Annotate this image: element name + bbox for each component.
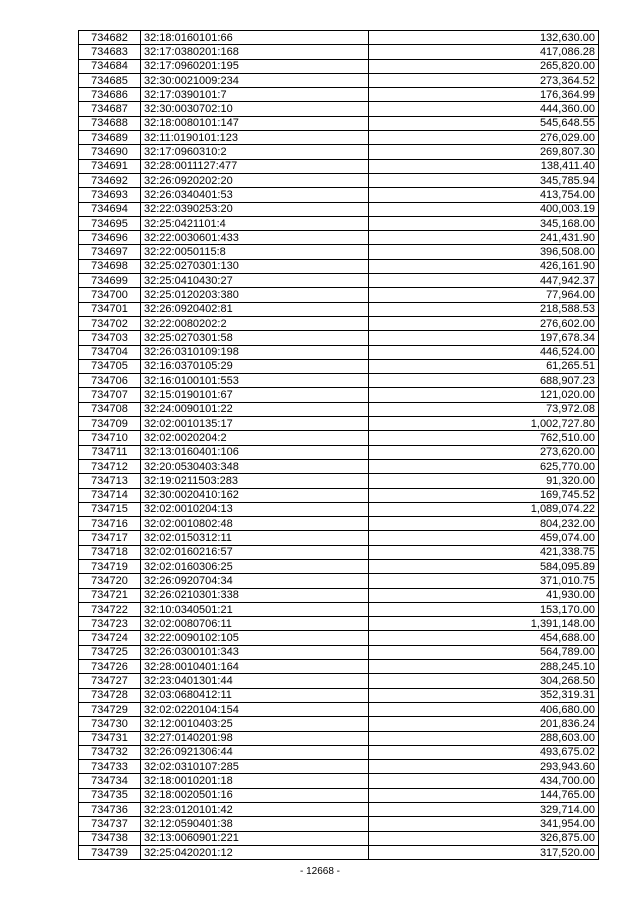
amount-cell: 564,789.00 <box>369 645 599 659</box>
amount-cell: 413,754.00 <box>369 188 599 202</box>
record-id-cell: 734724 <box>79 631 141 645</box>
record-id-cell: 734691 <box>79 159 141 173</box>
cadastral-number-cell: 32:23:0120101:42 <box>141 803 369 817</box>
cadastral-number-cell: 32:17:0380201:168 <box>141 45 369 59</box>
record-id-cell: 734720 <box>79 574 141 588</box>
amount-cell: 417,086.28 <box>369 45 599 59</box>
cadastral-number-cell: 32:02:0220104:154 <box>141 702 369 716</box>
amount-cell: 1,089,074.22 <box>369 502 599 516</box>
amount-cell: 197,678.34 <box>369 331 599 345</box>
amount-cell: 447,942.37 <box>369 274 599 288</box>
amount-cell: 169,745.52 <box>369 488 599 502</box>
cadastral-number-cell: 32:27:0140201:98 <box>141 731 369 745</box>
cadastral-number-cell: 32:25:0420201:12 <box>141 845 369 859</box>
amount-cell: 493,675.02 <box>369 745 599 759</box>
amount-cell: 77,964.00 <box>369 288 599 302</box>
record-id-cell: 734713 <box>79 474 141 488</box>
amount-cell: 121,020.00 <box>369 388 599 402</box>
cadastral-number-cell: 32:02:0010135:17 <box>141 417 369 431</box>
cadastral-number-cell: 32:17:0960201:195 <box>141 59 369 73</box>
cadastral-number-cell: 32:11:0190101:123 <box>141 131 369 145</box>
record-id-cell: 734718 <box>79 545 141 559</box>
table-row <box>79 760 599 774</box>
record-id-cell: 734708 <box>79 402 141 416</box>
cadastral-number-cell: 32:19:0211503:283 <box>141 474 369 488</box>
amount-cell: 421,338.75 <box>369 545 599 559</box>
record-id-cell: 734705 <box>79 359 141 373</box>
amount-cell: 454,688.00 <box>369 631 599 645</box>
record-id-cell: 734722 <box>79 602 141 616</box>
record-id-cell: 734684 <box>79 59 141 73</box>
amount-cell: 341,954.00 <box>369 817 599 831</box>
amount-cell: 138,411.40 <box>369 159 599 173</box>
amount-cell: 288,603.00 <box>369 731 599 745</box>
cadastral-number-cell: 32:28:0011127:477 <box>141 159 369 173</box>
cadastral-number-cell: 32:30:0030702:10 <box>141 102 369 116</box>
amount-cell: 265,820.00 <box>369 59 599 73</box>
record-id-cell: 734730 <box>79 717 141 731</box>
amount-cell: 446,524.00 <box>369 345 599 359</box>
cadastral-number-cell: 32:03:0680412:11 <box>141 688 369 702</box>
table-row <box>79 59 599 73</box>
table-row <box>79 88 599 102</box>
amount-cell: 762,510.00 <box>369 431 599 445</box>
cadastral-number-cell: 32:24:0090101:22 <box>141 402 369 416</box>
amount-cell: 132,630.00 <box>369 31 599 45</box>
table-row <box>79 660 599 674</box>
record-id-cell: 734721 <box>79 588 141 602</box>
record-id-cell: 734709 <box>79 417 141 431</box>
table-row <box>79 288 599 302</box>
cadastral-number-cell: 32:18:0010201:18 <box>141 774 369 788</box>
record-id-cell: 734700 <box>79 288 141 302</box>
table-row <box>79 545 599 559</box>
amount-cell: 269,807.30 <box>369 145 599 159</box>
table-row <box>79 559 599 573</box>
cadastral-number-cell: 32:22:0390253:20 <box>141 202 369 216</box>
table-row <box>79 173 599 187</box>
record-id-cell: 734695 <box>79 216 141 230</box>
cadastral-number-cell: 32:26:0210301:338 <box>141 588 369 602</box>
cadastral-number-cell: 32:17:0390101:7 <box>141 88 369 102</box>
record-id-cell: 734712 <box>79 459 141 473</box>
record-id-cell: 734738 <box>79 831 141 845</box>
amount-cell: 625,770.00 <box>369 459 599 473</box>
amount-cell: 1,391,148.00 <box>369 617 599 631</box>
cadastral-number-cell: 32:22:0090102:105 <box>141 631 369 645</box>
cadastral-number-cell: 32:26:0920704:34 <box>141 574 369 588</box>
table-row <box>79 617 599 631</box>
table-row <box>79 202 599 216</box>
amount-cell: 288,245.10 <box>369 660 599 674</box>
amount-cell: 434,700.00 <box>369 774 599 788</box>
amount-cell: 352,319.31 <box>369 688 599 702</box>
table-row <box>79 488 599 502</box>
amount-cell: 304,268.50 <box>369 674 599 688</box>
amount-cell: 396,508.00 <box>369 245 599 259</box>
record-id-cell: 734682 <box>79 31 141 45</box>
cadastral-number-cell: 32:22:0030601:433 <box>141 231 369 245</box>
record-id-cell: 734727 <box>79 674 141 688</box>
cadastral-number-cell: 32:02:0010204:13 <box>141 502 369 516</box>
amount-cell: 400,003.19 <box>369 202 599 216</box>
cadastral-number-cell: 32:25:0410430:27 <box>141 274 369 288</box>
record-id-cell: 734726 <box>79 660 141 674</box>
record-id-cell: 734692 <box>79 173 141 187</box>
cadastral-number-cell: 32:18:0160101:66 <box>141 31 369 45</box>
cadastral-number-cell: 32:12:0590401:38 <box>141 817 369 831</box>
record-id-cell: 734696 <box>79 231 141 245</box>
cadastral-number-cell: 32:25:0421101:4 <box>141 216 369 230</box>
record-id-cell: 734699 <box>79 274 141 288</box>
amount-cell: 371,010.75 <box>369 574 599 588</box>
cadastral-number-cell: 32:30:0020410:162 <box>141 488 369 502</box>
cadastral-number-cell: 32:12:0010403:25 <box>141 717 369 731</box>
table-row <box>79 216 599 230</box>
table-row <box>79 845 599 859</box>
record-id-cell: 734729 <box>79 702 141 716</box>
cadastral-number-cell: 32:30:0021009:234 <box>141 73 369 87</box>
cadastral-number-cell: 32:26:0920402:81 <box>141 302 369 316</box>
amount-cell: 91,320.00 <box>369 474 599 488</box>
cadastral-number-cell: 32:02:0080706:11 <box>141 617 369 631</box>
table-row <box>79 259 599 273</box>
table-row <box>79 131 599 145</box>
cadastral-number-cell: 32:26:0340401:53 <box>141 188 369 202</box>
cadastral-number-cell: 32:26:0921306:44 <box>141 745 369 759</box>
cadastral-number-cell: 32:25:0120203:380 <box>141 288 369 302</box>
table-row <box>79 788 599 802</box>
table-row <box>79 73 599 87</box>
cadastral-number-cell: 32:10:0340501:21 <box>141 602 369 616</box>
amount-cell: 444,360.00 <box>369 102 599 116</box>
record-id-cell: 734739 <box>79 845 141 859</box>
amount-cell: 584,095.89 <box>369 559 599 573</box>
record-id-cell: 734690 <box>79 145 141 159</box>
record-id-cell: 734734 <box>79 774 141 788</box>
amount-cell: 545,648.55 <box>369 116 599 130</box>
record-id-cell: 734716 <box>79 517 141 531</box>
amount-cell: 688,907.23 <box>369 374 599 388</box>
record-id-cell: 734717 <box>79 531 141 545</box>
table-row <box>79 474 599 488</box>
record-id-cell: 734711 <box>79 445 141 459</box>
cadastral-number-cell: 32:13:0160401:106 <box>141 445 369 459</box>
record-id-cell: 734685 <box>79 73 141 87</box>
table-row <box>79 231 599 245</box>
table-row <box>79 803 599 817</box>
table-row <box>79 359 599 373</box>
amount-cell: 273,620.00 <box>369 445 599 459</box>
record-id-cell: 734694 <box>79 202 141 216</box>
amount-cell: 406,680.00 <box>369 702 599 716</box>
table-row <box>79 445 599 459</box>
record-id-cell: 734737 <box>79 817 141 831</box>
record-id-cell: 734725 <box>79 645 141 659</box>
amount-cell: 326,875.00 <box>369 831 599 845</box>
record-id-cell: 734698 <box>79 259 141 273</box>
cadastral-number-cell: 32:23:0401301:44 <box>141 674 369 688</box>
record-id-cell: 734697 <box>79 245 141 259</box>
table-row <box>79 417 599 431</box>
amount-cell: 73,972.08 <box>369 402 599 416</box>
cadastral-number-cell: 32:16:0100101:553 <box>141 374 369 388</box>
record-id-cell: 734703 <box>79 331 141 345</box>
amount-cell: 345,168.00 <box>369 216 599 230</box>
amount-cell: 241,431.90 <box>369 231 599 245</box>
amount-cell: 201,836.24 <box>369 717 599 731</box>
table-row <box>79 274 599 288</box>
amount-cell: 804,232.00 <box>369 517 599 531</box>
record-id-cell: 734693 <box>79 188 141 202</box>
table-row <box>79 402 599 416</box>
cadastral-number-cell: 32:02:0160216:57 <box>141 545 369 559</box>
record-id-cell: 734683 <box>79 45 141 59</box>
table-row <box>79 302 599 316</box>
cadastral-number-cell: 32:16:0370105:29 <box>141 359 369 373</box>
records-table <box>78 30 599 860</box>
amount-cell: 329,714.00 <box>369 803 599 817</box>
record-id-cell: 734715 <box>79 502 141 516</box>
cadastral-number-cell: 32:25:0270301:130 <box>141 259 369 273</box>
table-row <box>79 645 599 659</box>
amount-cell: 459,074.00 <box>369 531 599 545</box>
cadastral-number-cell: 32:02:0310107:285 <box>141 760 369 774</box>
cadastral-number-cell: 32:22:0050115:8 <box>141 245 369 259</box>
table-row <box>79 702 599 716</box>
table-row <box>79 517 599 531</box>
table-row <box>79 459 599 473</box>
table-row <box>79 245 599 259</box>
amount-cell: 273,364.52 <box>369 73 599 87</box>
amount-cell: 144,765.00 <box>369 788 599 802</box>
record-id-cell: 734707 <box>79 388 141 402</box>
record-id-cell: 734701 <box>79 302 141 316</box>
record-id-cell: 734731 <box>79 731 141 745</box>
cadastral-number-cell: 32:18:0080101:147 <box>141 116 369 130</box>
cadastral-number-cell: 32:17:0960310:2 <box>141 145 369 159</box>
table-row <box>79 159 599 173</box>
amount-cell: 276,029.00 <box>369 131 599 145</box>
table-row <box>79 316 599 330</box>
table-row <box>79 45 599 59</box>
table-row <box>79 331 599 345</box>
cadastral-number-cell: 32:20:0530403:348 <box>141 459 369 473</box>
record-id-cell: 734723 <box>79 617 141 631</box>
table-row <box>79 502 599 516</box>
cadastral-number-cell: 32:13:0060901:221 <box>141 831 369 845</box>
amount-cell: 276,602.00 <box>369 316 599 330</box>
amount-cell: 176,364.99 <box>369 88 599 102</box>
table-row <box>79 388 599 402</box>
amount-cell: 153,170.00 <box>369 602 599 616</box>
record-id-cell: 734704 <box>79 345 141 359</box>
record-id-cell: 734710 <box>79 431 141 445</box>
amount-cell: 293,943.60 <box>369 760 599 774</box>
amount-cell: 426,161.90 <box>369 259 599 273</box>
cadastral-number-cell: 32:28:0010401:164 <box>141 660 369 674</box>
record-id-cell: 734689 <box>79 131 141 145</box>
table-row <box>79 102 599 116</box>
amount-cell: 1,002,727.80 <box>369 417 599 431</box>
amount-cell: 41,930.00 <box>369 588 599 602</box>
cadastral-number-cell: 32:26:0920202:20 <box>141 173 369 187</box>
cadastral-number-cell: 32:02:0010802:48 <box>141 517 369 531</box>
table-row <box>79 145 599 159</box>
amount-cell: 218,588.53 <box>369 302 599 316</box>
record-id-cell: 734728 <box>79 688 141 702</box>
table-row <box>79 602 599 616</box>
table-row <box>79 116 599 130</box>
table-row <box>79 345 599 359</box>
cadastral-number-cell: 32:15:0190101:67 <box>141 388 369 402</box>
cadastral-number-cell: 32:26:0300101:343 <box>141 645 369 659</box>
cadastral-number-cell: 32:25:0270301:58 <box>141 331 369 345</box>
cadastral-number-cell: 32:22:0080202:2 <box>141 316 369 330</box>
table-row <box>79 374 599 388</box>
amount-cell: 345,785.94 <box>369 173 599 187</box>
amount-cell: 61,265.51 <box>369 359 599 373</box>
table-row <box>79 531 599 545</box>
table-row <box>79 745 599 759</box>
cadastral-number-cell: 32:02:0160306:25 <box>141 559 369 573</box>
table-row <box>79 674 599 688</box>
cadastral-number-cell: 32:26:0310109:198 <box>141 345 369 359</box>
table-row <box>79 31 599 45</box>
record-id-cell: 734736 <box>79 803 141 817</box>
table-row <box>79 831 599 845</box>
table-row <box>79 774 599 788</box>
record-id-cell: 734735 <box>79 788 141 802</box>
record-id-cell: 734733 <box>79 760 141 774</box>
record-id-cell: 734687 <box>79 102 141 116</box>
cadastral-number-cell: 32:02:0020204:2 <box>141 431 369 445</box>
cadastral-number-cell: 32:02:0150312:11 <box>141 531 369 545</box>
record-id-cell: 734706 <box>79 374 141 388</box>
table-row <box>79 188 599 202</box>
page-number: - 12668 - <box>299 866 341 877</box>
record-id-cell: 734732 <box>79 745 141 759</box>
amount-cell: 317,520.00 <box>369 845 599 859</box>
table-row <box>79 688 599 702</box>
table-row <box>79 574 599 588</box>
record-id-cell: 734686 <box>79 88 141 102</box>
table-row <box>79 631 599 645</box>
record-id-cell: 734702 <box>79 316 141 330</box>
record-id-cell: 734719 <box>79 559 141 573</box>
table-row <box>79 731 599 745</box>
table-row <box>79 717 599 731</box>
record-id-cell: 734714 <box>79 488 141 502</box>
table-row <box>79 588 599 602</box>
record-id-cell: 734688 <box>79 116 141 130</box>
cadastral-number-cell: 32:18:0020501:16 <box>141 788 369 802</box>
records-table-body <box>79 31 599 860</box>
table-row <box>79 431 599 445</box>
table-row <box>79 817 599 831</box>
